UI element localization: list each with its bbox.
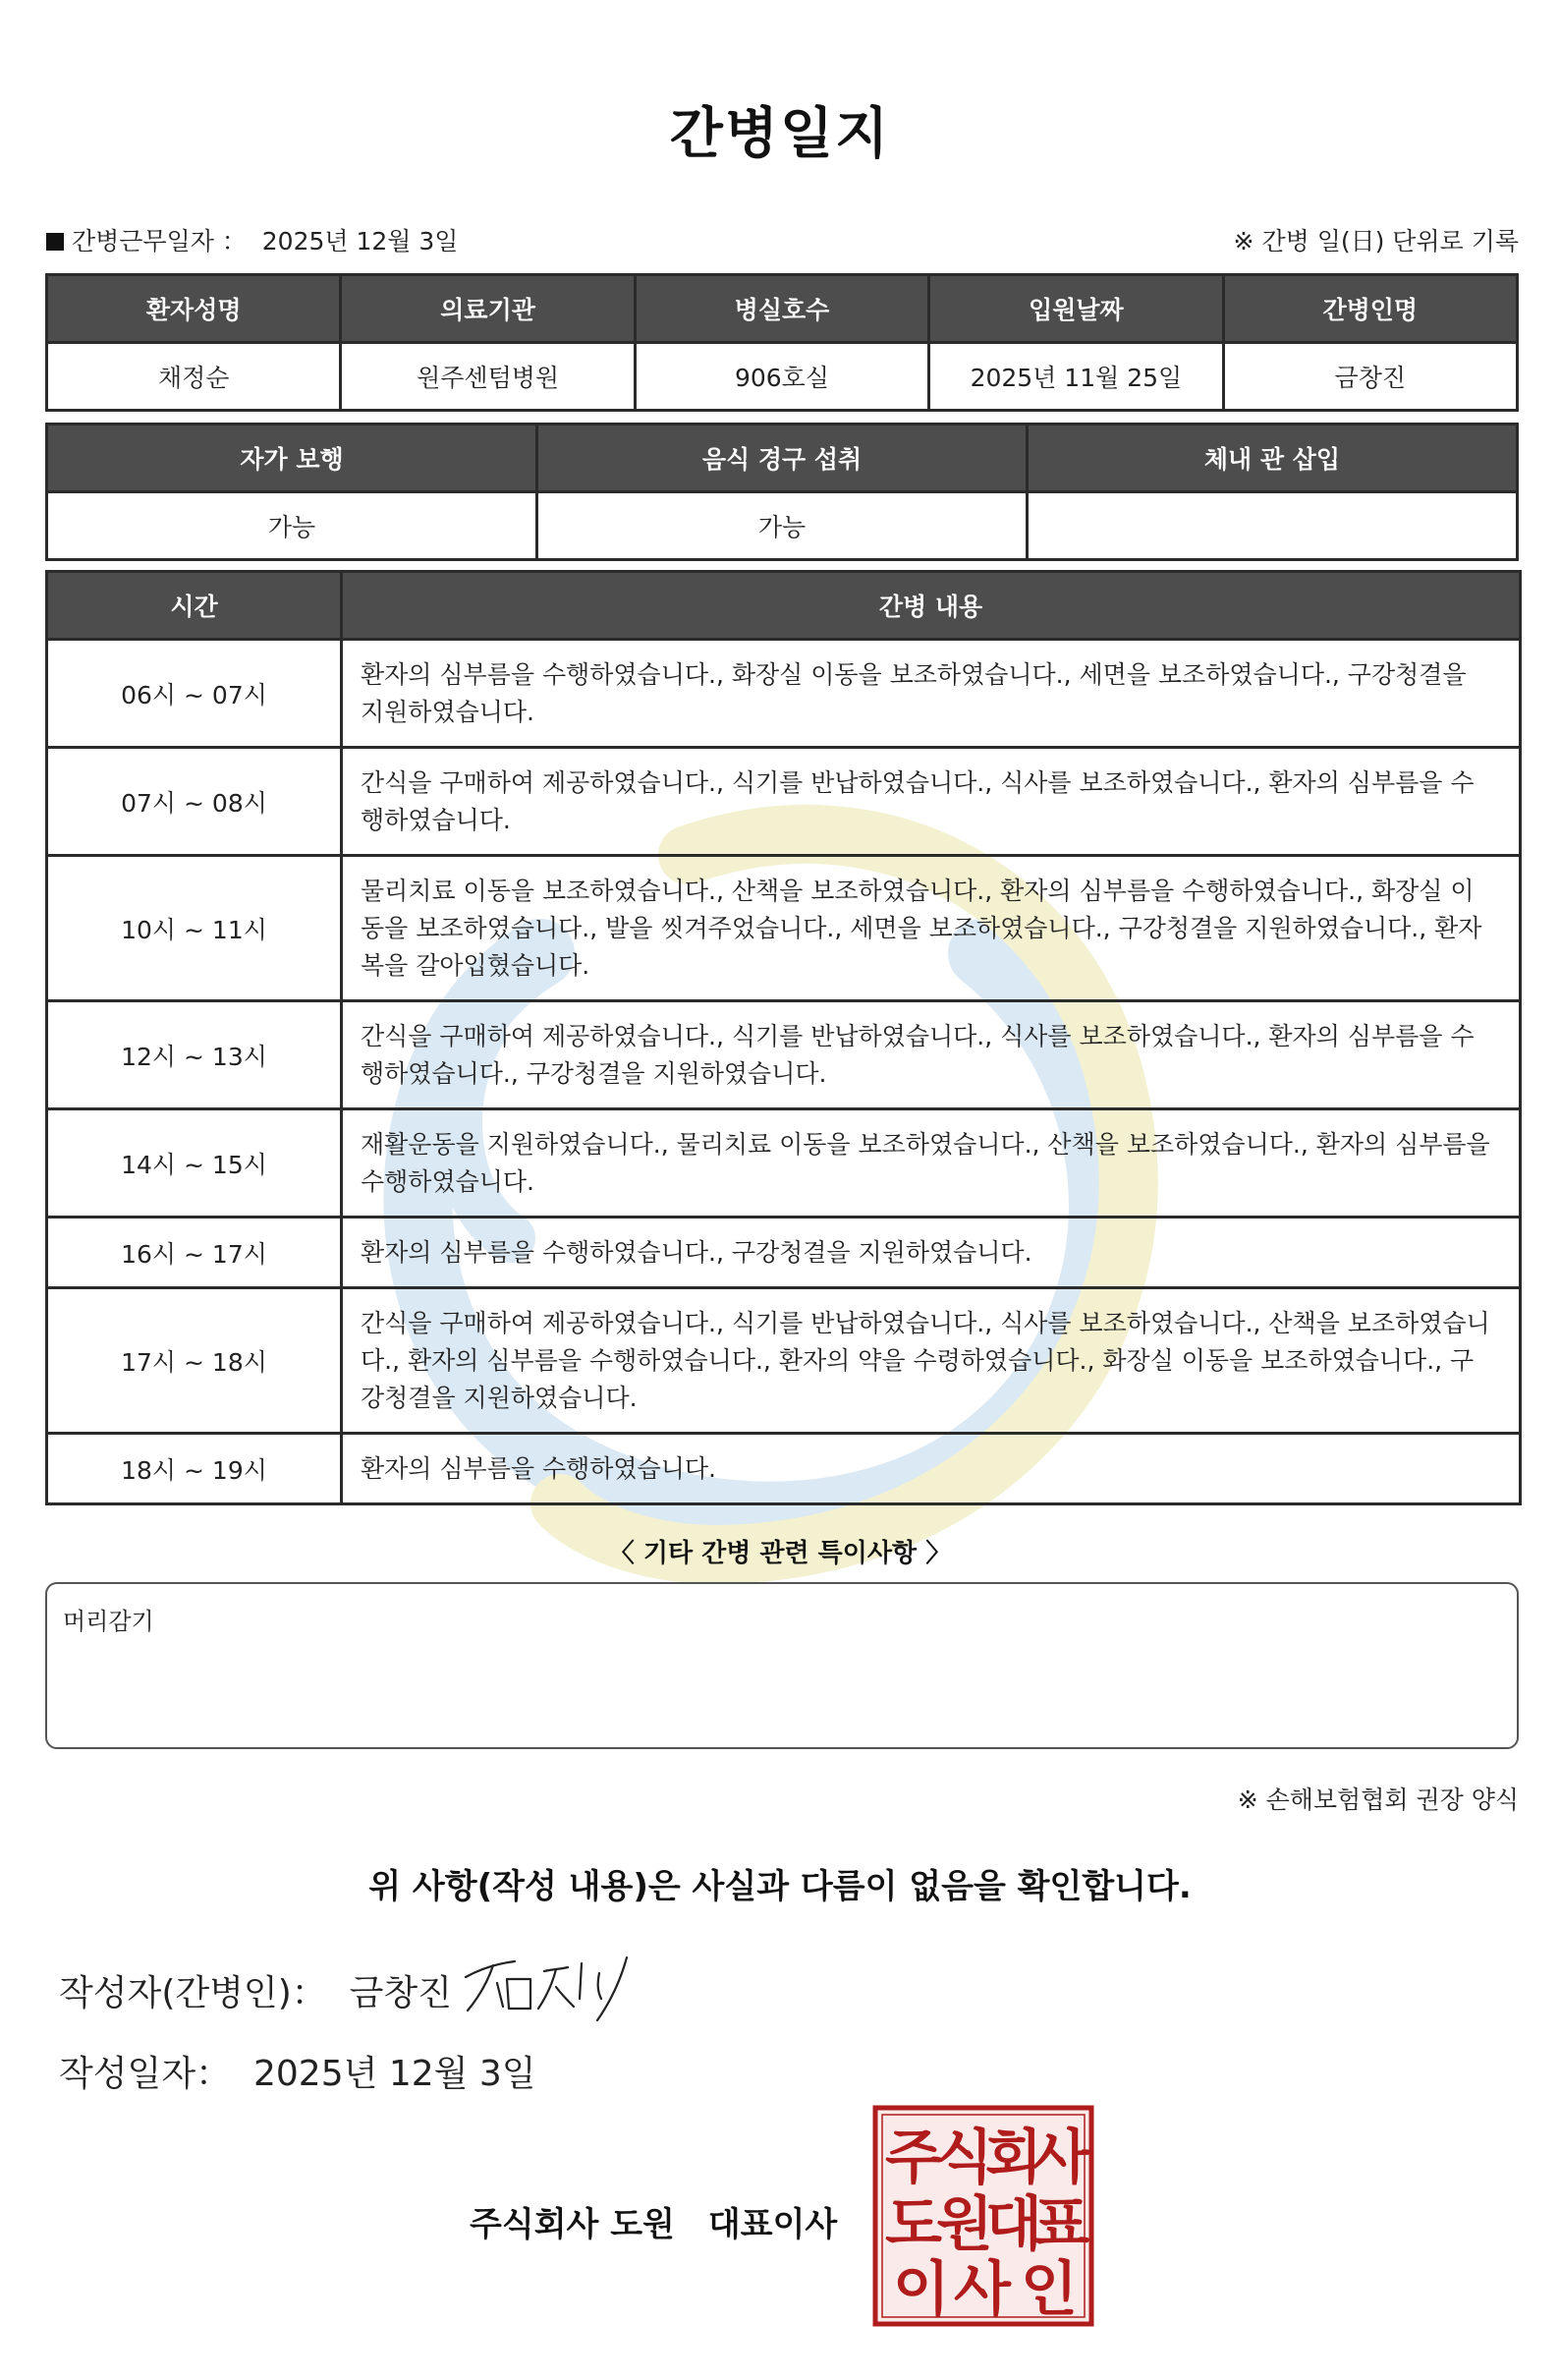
special-notes-box [45,1582,1519,1749]
header-patient-name: 환자성명 [47,275,341,343]
company-representative: 주식회사 도원 대표이사 [470,2205,838,2244]
care-content: 환자의 심부름을 수행하였습니다. [342,1434,1521,1504]
status-value-row [47,492,1518,560]
time-slot: 12시 ~ 13시 [47,1001,342,1109]
header-oral-intake: 음식 경구 섭취 [537,425,1028,492]
time-slot: 07시 ~ 08시 [47,748,342,856]
header-room-number: 병실호수 [635,275,928,343]
patient-name: 채정순 [47,343,341,411]
table-row [47,1109,1521,1218]
header-hospital: 의료기관 [341,275,635,343]
status-header-row [47,425,1518,492]
svg-text:사: 사 [954,2255,1011,2324]
patient-status-table [45,423,1519,561]
header-tube-insertion: 체내 관 삽입 [1028,425,1518,492]
square-bullet-icon [46,233,64,251]
care-content: 간식을 구매하여 제공하였습니다., 식기를 반납하였습니다., 식사를 보조하였습니다., 산책을 보조하였습니다., 환자의 심부름을 수행하였습니다., 환자의 약을 수령하였습니다., 화장실 이동을 보조하였습니다., 구강청결을 지원하였습니다. [342,1288,1521,1434]
confirmation-statement: 위 사항(작성 내용)은 사실과 다름이 없음을 확인합니다. [368,1867,1192,1906]
table-row [47,748,1521,856]
patient-header-row [47,275,1518,343]
care-content-table [45,570,1522,1505]
svg-text:주: 주 [885,2124,942,2192]
time-slot: 06시 ~ 07시 [47,640,342,748]
svg-text:대: 대 [985,2190,1042,2259]
self-walking-value: 가능 [47,492,537,560]
time-slot: 14시 ~ 15시 [47,1109,342,1218]
header-self-walking: 자가 보행 [47,425,537,492]
company-seal-stamp [872,2105,1094,2327]
written-date-label: 작성일자： [59,2054,232,2094]
written-date-value: 2025년 12월 3일 [253,2054,536,2094]
admission-date: 2025년 11월 25일 [929,343,1223,411]
room-number: 906호실 [635,343,928,411]
patient-info-table [45,273,1519,412]
table-row [47,1434,1521,1504]
svg-text:회: 회 [985,2124,1042,2192]
written-date-line [59,2046,536,2096]
svg-text:표: 표 [1032,2190,1089,2259]
handwritten-signature [454,1950,650,2028]
header-care-content: 간병 내용 [342,572,1521,640]
hospital-name: 원주센텀병원 [341,343,635,411]
care-content: 환자의 심부름을 수행하였습니다., 구강청결을 지원하였습니다. [342,1218,1521,1288]
tube-insertion-value [1028,492,1518,560]
care-header-row [47,572,1521,640]
header-admission-date: 입원날짜 [929,275,1223,343]
care-content: 재활운동을 지원하였습니다., 물리치료 이동을 보조하였습니다., 산책을 보조하였습니다., 환자의 심부름을 수행하였습니다. [342,1109,1521,1218]
work-date-value: 2025년 12월 3일 [261,227,459,255]
special-notes-title: 〈 기타 간병 관련 특이사항 〉 [608,1539,952,1568]
record-unit-note: ※ 간병 일(日) 단위로 기록 [1233,227,1519,255]
table-row [47,1218,1521,1288]
care-content: 환자의 심부름을 수행하였습니다., 화장실 이동을 보조하였습니다., 세면을 보조하였습니다., 구강청결을 지원하였습니다. [342,640,1521,748]
form-source-note: ※ 손해보험협회 권장 양식 [1237,1785,1519,1814]
table-row [47,1001,1521,1109]
writer-label: 작성자(간병인)： [59,1973,327,2013]
svg-text:인: 인 [1021,2255,1078,2324]
header-caregiver-name: 간병인명 [1223,275,1517,343]
time-slot: 10시 ~ 11시 [47,856,342,1001]
table-row [47,1288,1521,1434]
care-content: 간식을 구매하여 제공하였습니다., 식기를 반납하였습니다., 식사를 보조하였습니다., 환자의 심부름을 수행하였습니다. [342,748,1521,856]
oral-intake-value: 가능 [537,492,1028,560]
special-notes-text: 머리감기 [63,1608,154,1635]
time-slot: 16시 ~ 17시 [47,1218,342,1288]
caregiver-name: 금창진 [1223,343,1517,411]
time-slot: 17시 ~ 18시 [47,1288,342,1434]
svg-text:식: 식 [936,2124,993,2192]
care-content: 물리치료 이동을 보조하였습니다., 산책을 보조하였습니다., 환자의 심부름을 수행하였습니다., 화장실 이동을 보조하였습니다., 발을 씻겨주었습니다., 세면을 보조하였습니다., 구강청결을 지원하였습니다., 환자복을 갈아입혔습니다. [342,856,1521,1001]
table-row [47,640,1521,748]
svg-text:이: 이 [893,2255,950,2324]
svg-text:사: 사 [1032,2124,1089,2192]
writer-name: 금창진 [349,1973,452,2013]
writer-line [59,1965,452,2015]
svg-text:원: 원 [936,2190,993,2259]
patient-value-row [47,343,1518,411]
time-slot: 18시 ~ 19시 [47,1434,342,1504]
svg-text:도: 도 [885,2190,942,2259]
table-row [47,856,1521,1001]
work-date-label: 간병근무일자 ： [72,227,247,255]
care-content: 간식을 구매하여 제공하였습니다., 식기를 반납하였습니다., 식사를 보조하였습니다., 환자의 심부름을 수행하였습니다., 구강청결을 지원하였습니다. [342,1001,1521,1109]
document-title: 간병일지 [669,102,891,166]
work-date-line [46,222,458,257]
header-time: 시간 [47,572,342,640]
